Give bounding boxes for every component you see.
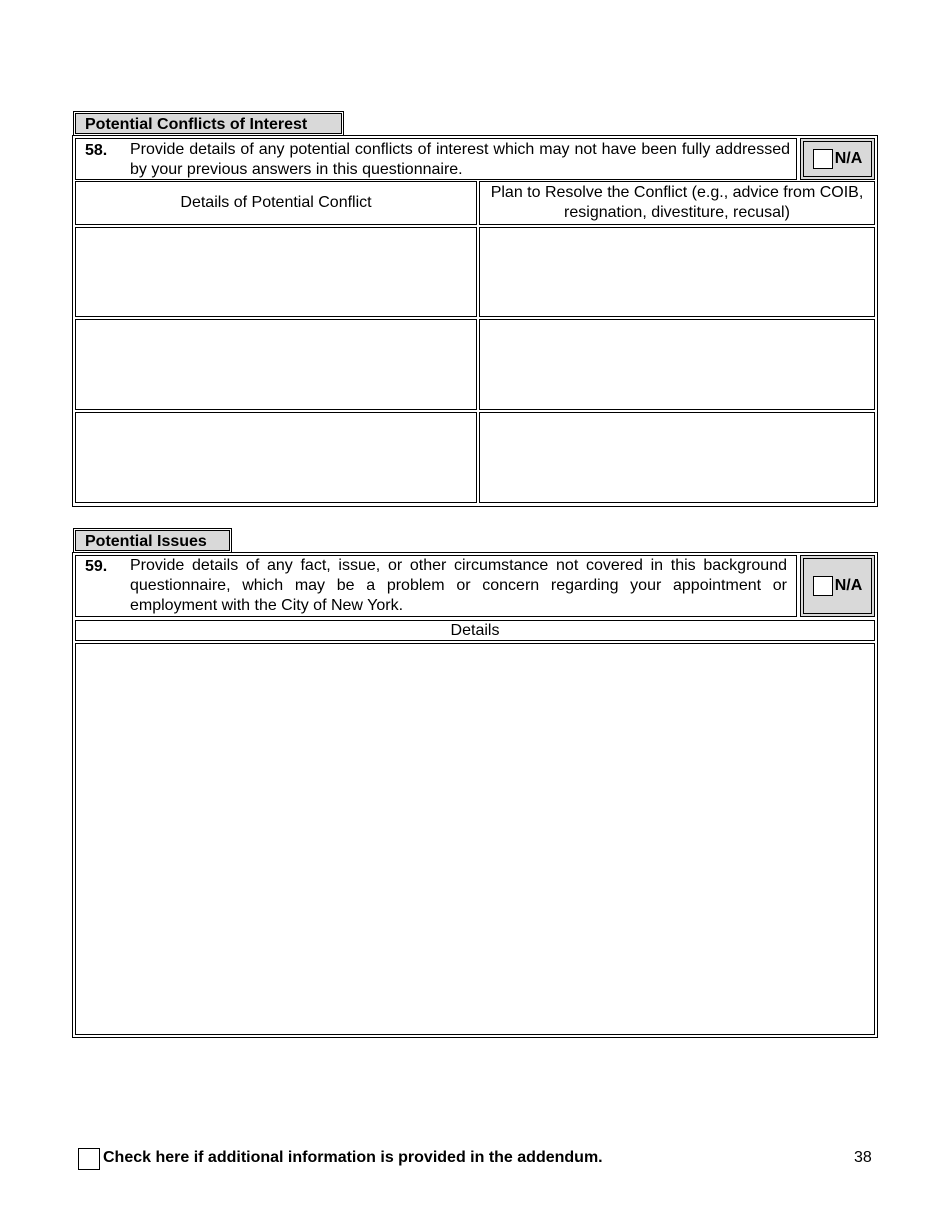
details-header-text: Details (450, 621, 500, 639)
section-title-conflicts-text: Potential Conflicts of Interest (85, 116, 308, 133)
section-title-conflicts (75, 113, 342, 134)
question-59-row (75, 555, 797, 617)
conflict-details-field-2[interactable] (75, 319, 477, 410)
question-59-number: 59. (85, 558, 108, 575)
question-58-text: Provide details of any potential conflicts of interest which may not have been fully addressed by your previous answers in this questionnaire. (130, 141, 790, 178)
question-58-number: 58. (85, 142, 108, 159)
page-number: 38 (854, 1149, 872, 1166)
question-59-na-label: N/A (834, 577, 863, 594)
question-58-row (75, 138, 797, 180)
question-58-na (800, 138, 875, 180)
question-58-na-checkbox[interactable] (813, 149, 833, 169)
question-59-na-checkbox[interactable] (813, 576, 833, 596)
conflict-details-field-3[interactable] (75, 412, 477, 503)
question-58-na-label: N/A (834, 150, 863, 167)
question-59-text: Provide details of any fact, issue, or other circumstance not covered in this background questionnaire, which may be a problem or concern regarding your appointment or employment with the City of New York. (130, 557, 787, 614)
col-header-plan-text: Plan to Resolve the Conflict (e.g., advice from COIB, resignation, divestiture, recusal) (490, 184, 864, 221)
col-header-details (75, 181, 477, 225)
addendum-checkbox[interactable] (78, 1148, 100, 1170)
addendum-label: Check here if additional information is provided in the addendum. (103, 1149, 603, 1166)
conflict-details-field-1[interactable] (75, 227, 477, 317)
question-59-na (800, 555, 875, 617)
details-header (75, 620, 875, 641)
section-title-issues-text: Potential Issues (85, 533, 207, 550)
conflict-plan-field-1[interactable] (479, 227, 875, 317)
conflict-plan-field-3[interactable] (479, 412, 875, 503)
col-header-plan (479, 181, 875, 225)
issues-details-field[interactable] (75, 643, 875, 1035)
section-title-issues (75, 530, 230, 551)
col-header-details-text: Details of Potential Conflict (180, 194, 372, 211)
conflict-plan-field-2[interactable] (479, 319, 875, 410)
